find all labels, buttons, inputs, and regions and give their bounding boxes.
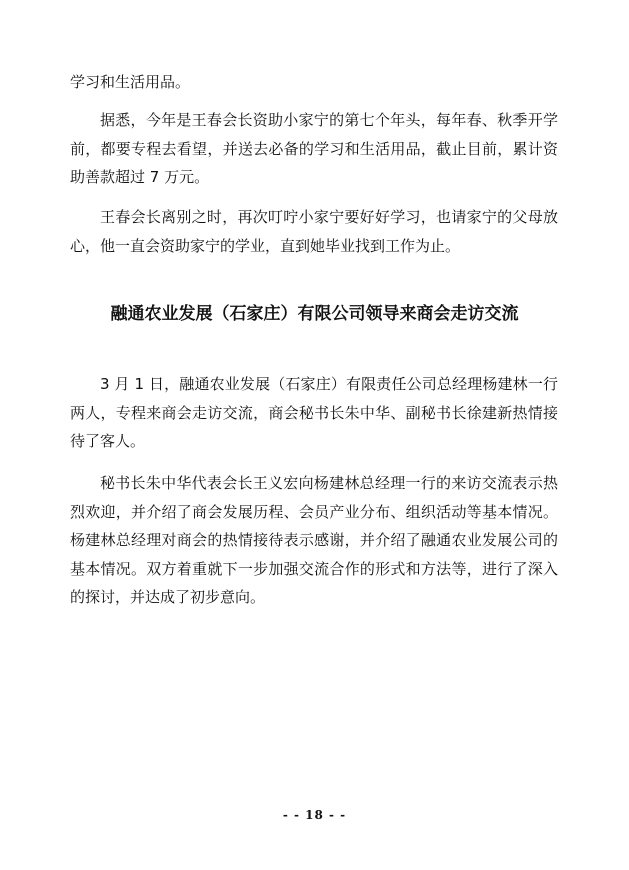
paragraph-visit-details: 秘书长朱中华代表会长王义宏向杨建林总经理一行的来访交流表示热烈欢迎，并介绍了商会发展历程、会员产业分布、组织活动等基本情况。杨建林总经理对商会的热情接待表示感谢，并介绍了融通农业发展公司的基本情况。双方着重就下一步加强交流合作的形式和方法等，进行了深入的探讨，并达成了初步意向。 <box>70 474 558 606</box>
paragraph-funding-history: 据悉，今年是王春会长资助小家宁的第七个年头，每年春、秋季开学前，都要专程去看望，并送去必备的学习和生活用品，截止目前，累计资助善款超过 7 万元。 <box>70 111 558 186</box>
article-title: 融通农业发展（石家庄）有限公司领导来商会走访交流 <box>110 304 519 324</box>
page-number: - - 18 - - <box>282 808 347 822</box>
paragraph-continuation: 学习和生活用品。 <box>70 73 191 91</box>
paragraph-farewell: 王春会长离别之时，再次叮咛小家宁要好好学习，也请家宁的父母放心，他一直会资助家宁的学业，直到她毕业找到工作为止。 <box>70 208 558 255</box>
paragraph-visit-intro: 3 月 1 日，融通农业发展（石家庄）有限责任公司总经理杨建林一行两人，专程来商会走访交流，商会秘书长朱中华、副秘书长徐建新热情接待了客人。 <box>70 375 558 450</box>
